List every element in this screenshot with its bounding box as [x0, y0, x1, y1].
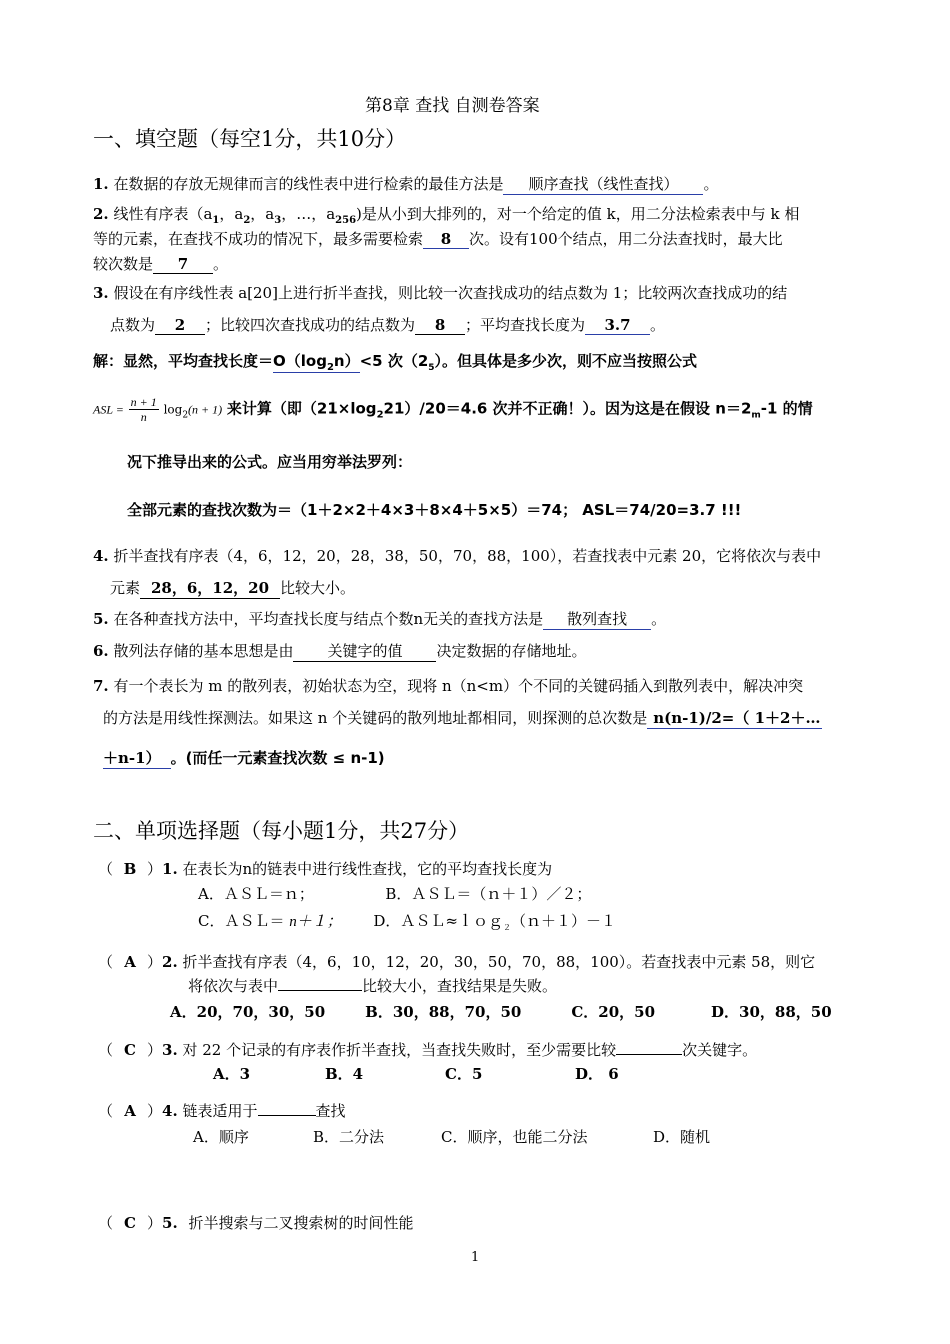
question-text: 将依次与表中: [188, 977, 279, 995]
subscript: 2: [182, 410, 189, 421]
section-heading-single-choice: 二、单项选择题（每小题1分，共27分）: [93, 819, 470, 843]
choice-question-1-options-row-1: [198, 883, 591, 904]
question-text: 等的元素，在查找不成功的情况下，最多需要检索: [93, 230, 424, 248]
question-text: 折半搜索与二叉搜索树的时间性能: [188, 1214, 414, 1232]
answer-paren: ）: [147, 860, 163, 878]
choice-question-4-stem: [98, 1100, 346, 1121]
question-2-line-1: [93, 203, 799, 226]
question-text: 在各种查找方法中，平均查找长度与结点个数n无关的查找方法是: [113, 610, 544, 628]
option-b: B．二分法: [313, 1128, 385, 1146]
answer-blank: 2: [155, 316, 205, 335]
answer-paren: （: [98, 1214, 114, 1232]
question-number: 7.: [93, 677, 109, 695]
subscript: 2: [243, 215, 251, 226]
solution-line-3: 况下推导出来的公式。应当用穷举法罗列：: [127, 453, 413, 471]
option-c: C．顺序，也能二分法: [441, 1128, 588, 1146]
punctuation: 。: [651, 610, 667, 628]
question-text: 次关键字。: [682, 1041, 758, 1059]
question-number: 2.: [162, 953, 178, 971]
answer-blank: 7: [153, 255, 213, 274]
question-text: 链表适用于: [182, 1102, 258, 1120]
question-text: 查找: [315, 1102, 346, 1120]
section-heading-fill-blank: 一、填空题（每空1分，共10分）: [93, 127, 407, 151]
subscript: 1: [212, 215, 220, 226]
answer-paren: （: [98, 1041, 114, 1059]
choice-question-1-stem: [98, 858, 552, 879]
question-text: 对 22 个记录的有序表作折半查找，当查找失败时，至少需要比较: [182, 1041, 617, 1059]
solution-highlight: $O(\log_2n)$: [273, 352, 360, 373]
answer-blank: 8: [423, 230, 469, 249]
formula-log: log: [163, 402, 183, 417]
choice-question-2-options: [170, 1001, 832, 1022]
option-d: D．ＡＳＬ≈ｌｏｇ: [373, 912, 503, 930]
option-a: A．顺序: [193, 1128, 249, 1146]
question-text: ，a: [250, 205, 275, 223]
answer-blank: 8: [415, 316, 465, 335]
option-d-tail: （ｎ＋１）－１: [510, 912, 616, 930]
question-4-line-1: [93, 545, 821, 566]
answer-blank: 顺序查找（线性查找）: [503, 173, 703, 195]
question-text: 有一个表长为 m 的散列表，初始状态为空，现将 n（n<m）个不同的关键码插入到散列表中，解决冲突: [113, 677, 804, 695]
question-text: 。(而任一元素查找次数 ≤ n-1): [170, 749, 385, 767]
answer-blank: 散列查找: [543, 608, 651, 630]
subscript: 256: [335, 215, 357, 226]
blank: [278, 990, 362, 991]
question-text: ；平均查找长度为: [465, 316, 586, 334]
solution-text: <5 次（2: [359, 352, 429, 370]
blank: [616, 1054, 682, 1055]
question-5: [93, 608, 666, 630]
option-a: A．3: [213, 1065, 251, 1083]
question-1: [93, 173, 718, 195]
option-b: B．4: [325, 1065, 364, 1083]
question-number: 4.: [93, 547, 109, 565]
question-text: ；比较四次查找成功的结点数为: [205, 316, 416, 334]
question-text: 较次数是: [93, 255, 154, 273]
answer-paren: （: [98, 953, 114, 971]
choice-question-5-stem: [98, 1212, 414, 1233]
subscript: ２: [502, 923, 511, 932]
answer-letter: C: [124, 1041, 136, 1059]
question-number: 1.: [93, 175, 109, 193]
formula-lhs: ASL =: [93, 402, 124, 417]
solution-text: 来计算（即（21×log: [226, 399, 377, 418]
option-b: B．30，88，70，50: [365, 1003, 522, 1021]
punctuation: 。: [703, 175, 719, 193]
option-d: D．30，88，50: [711, 1003, 832, 1021]
question-text: 在数据的存放无规律而言的线性表中进行检索的最佳方法是: [113, 175, 504, 193]
option-b: B．ＡＳＬ＝（ｎ＋１）／２；: [385, 885, 592, 903]
subscript: 2: [376, 409, 384, 421]
page-number: 1: [471, 1250, 480, 1265]
question-2-line-2: [93, 228, 783, 249]
answer-paren: ）: [147, 953, 163, 971]
choice-question-2-stem-line-2: [188, 975, 557, 996]
answer-blank: 3.7: [585, 316, 650, 335]
solution-text: -1 的情: [760, 399, 813, 418]
option-c: C．ＡＳＬ＝: [198, 912, 285, 930]
answer-paren: （: [98, 1102, 114, 1120]
question-2-line-3: [93, 253, 228, 274]
question-text: 的方法是用线性探测法。如果这 n 个关键码的散列地址都相同，则探测的总次数是: [103, 709, 648, 727]
option-c: C．5: [445, 1065, 483, 1083]
solution-text: 21）/20＝4.6 次并不正确！）。因为这是在假设 n＝2: [383, 399, 752, 418]
question-number: 5.: [93, 610, 109, 628]
answer-paren: （: [98, 860, 114, 878]
answer-paren: ）: [147, 1214, 163, 1232]
answer-letter: A: [124, 953, 136, 971]
question-number: 3.: [93, 284, 109, 302]
punctuation: 。: [213, 255, 229, 273]
solution-line-4: 全部元素的查找次数为＝（1＋2×2＋4×3＋8×4＋5×5）＝74； ASL＝74/20=3.7 !!!: [127, 501, 742, 519]
question-6: [93, 640, 586, 662]
question-text: 次。设有100个结点，用二分法查找时，最大比: [469, 230, 783, 248]
question-number: 5.: [162, 1214, 178, 1232]
answer-paren: ）: [147, 1041, 163, 1059]
option-c: C．20，50: [571, 1003, 656, 1021]
answer-blank: ＋n-1）: [103, 747, 171, 769]
question-text: 比较大小。: [280, 579, 356, 597]
subscript: 5: [428, 363, 435, 373]
question-text: 折半查找有序表（4，6，10，12，20，30，50，70，88，100）。若查找表中元素 58，则它: [182, 953, 816, 971]
answer-blank: n(n-1)/2=（ 1＋2＋…: [647, 707, 822, 729]
question-number: 3.: [162, 1041, 178, 1059]
answer-letter: A: [124, 1102, 136, 1120]
option-a: A．20，70，30，50: [170, 1003, 326, 1021]
question-7-line-3: [103, 747, 385, 769]
answer-blank: 关键字的值: [293, 640, 436, 662]
answer-blank: 28，6，12，20: [140, 577, 280, 599]
question-text: ，…，a: [281, 205, 336, 223]
question-text: 点数为: [110, 316, 156, 334]
formula-argument: (n + 1): [188, 402, 223, 417]
question-text: 折半查找有序表（4，6，12，20，28，38，50，70，88，100），若查找表中元素 20，它将依次与表中: [113, 547, 822, 565]
question-3-line-2: [110, 314, 665, 335]
question-text: 线性有序表（a: [113, 205, 213, 223]
question-text: 比较大小，查找结果是失败。: [362, 977, 558, 995]
question-text: 在表长为n的链表中进行线性查找，它的平均查找长度为: [182, 860, 553, 878]
question-3-line-1: [93, 282, 787, 303]
solution-line-1: [93, 350, 697, 373]
question-7-line-2: [103, 707, 822, 729]
option-d: D． 6: [575, 1065, 619, 1083]
page-title: 第8章 查找 自测卷答案: [365, 96, 540, 116]
answer-letter: C: [124, 1214, 136, 1232]
solution-line-2: [93, 395, 813, 424]
answer-paren: ）: [147, 1102, 163, 1120]
question-text: ，a: [219, 205, 244, 223]
question-7-line-1: [93, 675, 803, 696]
question-number: 4.: [162, 1102, 178, 1120]
subscript: 3: [274, 215, 282, 226]
blank: [258, 1115, 316, 1116]
option-a: A．ＡＳＬ＝ｎ；: [198, 885, 314, 903]
option-c-formula: n＋１；: [289, 914, 342, 930]
option-d: D．随机: [653, 1128, 711, 1146]
subscript: m: [751, 410, 761, 421]
question-text: 散列法存储的基本思想是由: [113, 642, 294, 660]
question-text: 元素: [110, 579, 141, 597]
question-number: 6.: [93, 642, 109, 660]
solution-text: 解：显然，平均查找长度＝: [93, 352, 274, 370]
question-number: 2.: [93, 205, 109, 223]
choice-question-3-stem: [98, 1039, 757, 1060]
question-text: 决定数据的存储地址。: [436, 642, 587, 660]
question-text: 假设在有序线性表 a[20]上进行折半查找，则比较一次查找成功的结点数为 1；比较两次查找成功的结: [113, 284, 788, 302]
formula-fraction: $\frac{n + 1}{n}$: [130, 395, 157, 424]
question-text: )是从小到大排列的，对一个给定的值 k，用二分法检索表中与 k 相: [356, 205, 800, 223]
solution-text: ）。但具体是多少次，则不应当按照公式: [434, 352, 698, 370]
answer-letter: B: [123, 860, 137, 878]
punctuation: 。: [650, 316, 666, 334]
choice-question-4-options: [193, 1126, 710, 1147]
question-number: 1.: [162, 860, 178, 878]
choice-question-3-options: [213, 1063, 619, 1084]
question-4-line-2: [110, 577, 355, 599]
choice-question-2-stem: [98, 951, 815, 972]
choice-question-1-options-row-2: [198, 910, 616, 933]
